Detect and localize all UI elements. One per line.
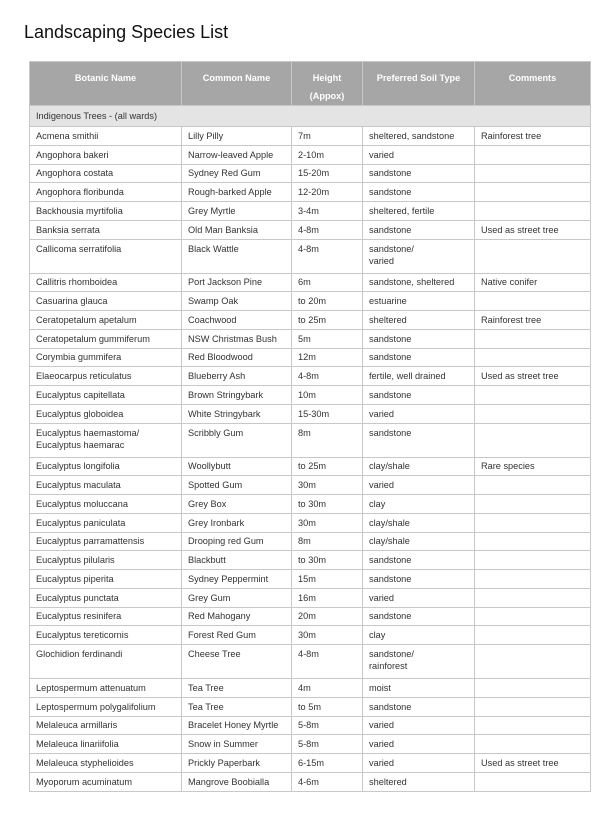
- soil-type-cell: sandstone: [363, 607, 475, 626]
- common-name-cell: Woollybutt: [182, 457, 292, 476]
- comments-cell: [475, 145, 591, 164]
- table-row: [30, 292, 591, 311]
- header-height-label: Height: [312, 73, 342, 83]
- height-cell: 4-8m: [292, 220, 363, 239]
- botanic-name-cell: Ceratopetalum apetalum: [30, 311, 182, 330]
- header-common-name: Common Name: [182, 62, 292, 106]
- botanic-name-cell: Elaeocarpus reticulatus: [30, 367, 182, 386]
- table-row: [30, 513, 591, 532]
- common-name-cell: Port Jackson Pine: [182, 273, 292, 292]
- soil-type-cell: sheltered, fertile: [363, 202, 475, 221]
- common-name-cell: Tea Tree: [182, 679, 292, 698]
- comments-cell: [475, 607, 591, 626]
- botanic-name-cell: Eucalyptus tereticornis: [30, 626, 182, 645]
- header-height-note: (Appox): [309, 91, 345, 101]
- soil-type-cell: sandstone: [363, 570, 475, 589]
- soil-type-cell: clay/shale: [363, 532, 475, 551]
- comments-cell: Rainforest tree: [475, 127, 591, 146]
- botanic-name-cell: Melaleuca linariifolia: [30, 735, 182, 754]
- table-row: [30, 570, 591, 589]
- height-cell: 30m: [292, 513, 363, 532]
- soil-type-cell: varied: [363, 588, 475, 607]
- height-cell: 4-8m: [292, 645, 363, 679]
- height-cell: 4m: [292, 679, 363, 698]
- soil-type-cell: sheltered, sandstone: [363, 127, 475, 146]
- comments-cell: [475, 772, 591, 791]
- height-cell: 12m: [292, 348, 363, 367]
- botanic-name-cell: Angophora costata: [30, 164, 182, 183]
- common-name-cell: Narrow-leaved Apple: [182, 145, 292, 164]
- soil-type-cell: sandstone: [363, 348, 475, 367]
- common-name-cell: NSW Christmas Bush: [182, 329, 292, 348]
- comments-cell: [475, 716, 591, 735]
- soil-type-cell: varied: [363, 476, 475, 495]
- comments-cell: [475, 551, 591, 570]
- common-name-cell: Grey Gum: [182, 588, 292, 607]
- table-row: [30, 772, 591, 791]
- table-row: [30, 127, 591, 146]
- table-row: [30, 423, 591, 457]
- section-label: Indigenous Trees - (all wards): [30, 106, 591, 127]
- comments-cell: [475, 202, 591, 221]
- botanic-name-cell: Melaleuca armillaris: [30, 716, 182, 735]
- common-name-cell: Scribbly Gum: [182, 423, 292, 457]
- common-name-cell: Blackbutt: [182, 551, 292, 570]
- botanic-name-cell: Corymbia gummifera: [30, 348, 182, 367]
- table-row: [30, 239, 591, 273]
- botanic-name-cell: Callicoma serratifolia: [30, 239, 182, 273]
- soil-type-cell: sandstone: [363, 220, 475, 239]
- table-row: [30, 495, 591, 514]
- table-row: [30, 679, 591, 698]
- soil-type-cell: sandstone: [363, 423, 475, 457]
- height-cell: to 25m: [292, 457, 363, 476]
- height-cell: 20m: [292, 607, 363, 626]
- height-cell: 2-10m: [292, 145, 363, 164]
- table-row: [30, 735, 591, 754]
- botanic-name-cell: Eucalyptus piperita: [30, 570, 182, 589]
- comments-cell: [475, 513, 591, 532]
- comments-cell: Used as street tree: [475, 754, 591, 773]
- height-cell: 4-8m: [292, 239, 363, 273]
- common-name-cell: Brown Stringybark: [182, 386, 292, 405]
- table-row: [30, 311, 591, 330]
- height-cell: to 5m: [292, 697, 363, 716]
- soil-type-cell: sandstone: [363, 386, 475, 405]
- comments-cell: [475, 626, 591, 645]
- table-row: [30, 386, 591, 405]
- table-row: [30, 367, 591, 386]
- common-name-cell: Tea Tree: [182, 697, 292, 716]
- comments-cell: [475, 495, 591, 514]
- common-name-cell: Old Man Banksia: [182, 220, 292, 239]
- comments-cell: Used as street tree: [475, 367, 591, 386]
- table-row: [30, 202, 591, 221]
- botanic-name-cell: Leptospermum attenuatum: [30, 679, 182, 698]
- botanic-name-cell: Backhousia myrtifolia: [30, 202, 182, 221]
- common-name-cell: Lilly Pilly: [182, 127, 292, 146]
- soil-type-cell: clay: [363, 626, 475, 645]
- botanic-name-cell: Angophora floribunda: [30, 183, 182, 202]
- table-row: [30, 716, 591, 735]
- botanic-name-cell: Eucalyptus punctata: [30, 588, 182, 607]
- header-botanic-name: Botanic Name: [30, 62, 182, 106]
- common-name-cell: Rough-barked Apple: [182, 183, 292, 202]
- height-cell: 8m: [292, 423, 363, 457]
- comments-cell: Rare species: [475, 457, 591, 476]
- common-name-cell: Bracelet Honey Myrtle: [182, 716, 292, 735]
- comments-cell: [475, 292, 591, 311]
- soil-type-cell: clay: [363, 495, 475, 514]
- height-cell: 15m: [292, 570, 363, 589]
- soil-type-cell: sandstone/ varied: [363, 239, 475, 273]
- soil-type-cell: varied: [363, 404, 475, 423]
- table-row: [30, 145, 591, 164]
- comments-cell: [475, 735, 591, 754]
- botanic-name-cell: Eucalyptus resinifera: [30, 607, 182, 626]
- height-cell: 5-8m: [292, 716, 363, 735]
- table-row: [30, 551, 591, 570]
- comments-cell: [475, 532, 591, 551]
- common-name-cell: Cheese Tree: [182, 645, 292, 679]
- soil-type-cell: clay/shale: [363, 513, 475, 532]
- botanic-name-cell: Glochidion ferdinandi: [30, 645, 182, 679]
- botanic-name-cell: Callitris rhomboidea: [30, 273, 182, 292]
- height-cell: 7m: [292, 127, 363, 146]
- botanic-name-cell: Casuarina glauca: [30, 292, 182, 311]
- botanic-name-cell: Ceratopetalum gummiferum: [30, 329, 182, 348]
- common-name-cell: Mangrove Boobialla: [182, 772, 292, 791]
- botanic-name-cell: Eucalyptus globoidea: [30, 404, 182, 423]
- height-cell: 30m: [292, 476, 363, 495]
- table-row: [30, 329, 591, 348]
- soil-type-cell: sandstone: [363, 329, 475, 348]
- common-name-cell: Coachwood: [182, 311, 292, 330]
- comments-cell: [475, 588, 591, 607]
- botanic-name-cell: Eucalyptus capitellata: [30, 386, 182, 405]
- soil-type-cell: sandstone: [363, 164, 475, 183]
- soil-type-cell: clay/shale: [363, 457, 475, 476]
- table-row: [30, 164, 591, 183]
- comments-cell: Used as street tree: [475, 220, 591, 239]
- comments-cell: [475, 239, 591, 273]
- comments-cell: [475, 348, 591, 367]
- comments-cell: [475, 645, 591, 679]
- table-row: [30, 532, 591, 551]
- common-name-cell: White Stringybark: [182, 404, 292, 423]
- soil-type-cell: varied: [363, 145, 475, 164]
- comments-cell: [475, 476, 591, 495]
- table-row: [30, 404, 591, 423]
- comments-cell: [475, 329, 591, 348]
- height-cell: 30m: [292, 626, 363, 645]
- comments-cell: [475, 386, 591, 405]
- botanic-name-cell: Eucalyptus pilularis: [30, 551, 182, 570]
- soil-type-cell: estuarine: [363, 292, 475, 311]
- common-name-cell: Spotted Gum: [182, 476, 292, 495]
- species-table: [29, 61, 591, 792]
- botanic-name-cell: Eucalyptus parramattensis: [30, 532, 182, 551]
- soil-type-cell: sandstone: [363, 697, 475, 716]
- table-row: [30, 754, 591, 773]
- table-row: [30, 476, 591, 495]
- soil-type-cell: sandstone: [363, 183, 475, 202]
- botanic-name-cell: Melaleuca styphelioides: [30, 754, 182, 773]
- common-name-cell: Drooping red Gum: [182, 532, 292, 551]
- botanic-name-cell: Angophora bakeri: [30, 145, 182, 164]
- botanic-name-cell: Myoporum acuminatum: [30, 772, 182, 791]
- table-row: [30, 588, 591, 607]
- botanic-name-cell: Eucalyptus longifolia: [30, 457, 182, 476]
- section-row: [30, 106, 591, 127]
- comments-cell: [475, 423, 591, 457]
- common-name-cell: Prickly Paperbark: [182, 754, 292, 773]
- comments-cell: [475, 679, 591, 698]
- height-cell: 3-4m: [292, 202, 363, 221]
- height-cell: 12-20m: [292, 183, 363, 202]
- soil-type-cell: varied: [363, 716, 475, 735]
- table-row: [30, 457, 591, 476]
- header-height: [292, 62, 363, 106]
- common-name-cell: Red Bloodwood: [182, 348, 292, 367]
- botanic-name-cell: Acmena smithii: [30, 127, 182, 146]
- common-name-cell: Black Wattle: [182, 239, 292, 273]
- common-name-cell: Grey Myrtle: [182, 202, 292, 221]
- table-row: [30, 697, 591, 716]
- comments-cell: Native conifer: [475, 273, 591, 292]
- height-cell: 15-30m: [292, 404, 363, 423]
- header-comments: Comments: [475, 62, 591, 106]
- botanic-name-cell: Eucalyptus haemastoma/ Eucalyptus haemarac: [30, 423, 182, 457]
- soil-type-cell: moist: [363, 679, 475, 698]
- height-cell: to 30m: [292, 551, 363, 570]
- page-title: Landscaping Species List: [24, 22, 229, 42]
- height-cell: 8m: [292, 532, 363, 551]
- table-header-row: [30, 62, 591, 106]
- height-cell: to 25m: [292, 311, 363, 330]
- soil-type-cell: varied: [363, 754, 475, 773]
- common-name-cell: Blueberry Ash: [182, 367, 292, 386]
- height-cell: 5-8m: [292, 735, 363, 754]
- header-soil-type: Preferred Soil Type: [363, 62, 475, 106]
- botanic-name-cell: Eucalyptus moluccana: [30, 495, 182, 514]
- botanic-name-cell: Eucalyptus maculata: [30, 476, 182, 495]
- botanic-name-cell: Eucalyptus paniculata: [30, 513, 182, 532]
- soil-type-cell: sheltered: [363, 311, 475, 330]
- botanic-name-cell: Leptospermum polygalifolium: [30, 697, 182, 716]
- height-cell: 5m: [292, 329, 363, 348]
- height-cell: 6m: [292, 273, 363, 292]
- common-name-cell: Red Mahogany: [182, 607, 292, 626]
- common-name-cell: Forest Red Gum: [182, 626, 292, 645]
- table-row: [30, 645, 591, 679]
- comments-cell: [475, 183, 591, 202]
- height-cell: 4-8m: [292, 367, 363, 386]
- common-name-cell: Grey Ironbark: [182, 513, 292, 532]
- botanic-name-cell: Banksia serrata: [30, 220, 182, 239]
- height-cell: to 30m: [292, 495, 363, 514]
- common-name-cell: Snow in Summer: [182, 735, 292, 754]
- soil-type-cell: sandstone/ rainforest: [363, 645, 475, 679]
- common-name-cell: Sydney Peppermint: [182, 570, 292, 589]
- height-cell: 6-15m: [292, 754, 363, 773]
- common-name-cell: Grey Box: [182, 495, 292, 514]
- soil-type-cell: sheltered: [363, 772, 475, 791]
- comments-cell: [475, 570, 591, 589]
- height-cell: to 20m: [292, 292, 363, 311]
- comments-cell: Rainforest tree: [475, 311, 591, 330]
- common-name-cell: Swamp Oak: [182, 292, 292, 311]
- table-row: [30, 607, 591, 626]
- height-cell: 10m: [292, 386, 363, 405]
- common-name-cell: Sydney Red Gum: [182, 164, 292, 183]
- comments-cell: [475, 697, 591, 716]
- height-cell: 15-20m: [292, 164, 363, 183]
- table-row: [30, 183, 591, 202]
- height-cell: 16m: [292, 588, 363, 607]
- comments-cell: [475, 164, 591, 183]
- table-row: [30, 626, 591, 645]
- table-row: [30, 348, 591, 367]
- comments-cell: [475, 404, 591, 423]
- height-cell: 4-6m: [292, 772, 363, 791]
- soil-type-cell: fertile, well drained: [363, 367, 475, 386]
- table-row: [30, 220, 591, 239]
- soil-type-cell: sandstone: [363, 551, 475, 570]
- soil-type-cell: varied: [363, 735, 475, 754]
- table-row: [30, 273, 591, 292]
- soil-type-cell: sandstone, sheltered: [363, 273, 475, 292]
